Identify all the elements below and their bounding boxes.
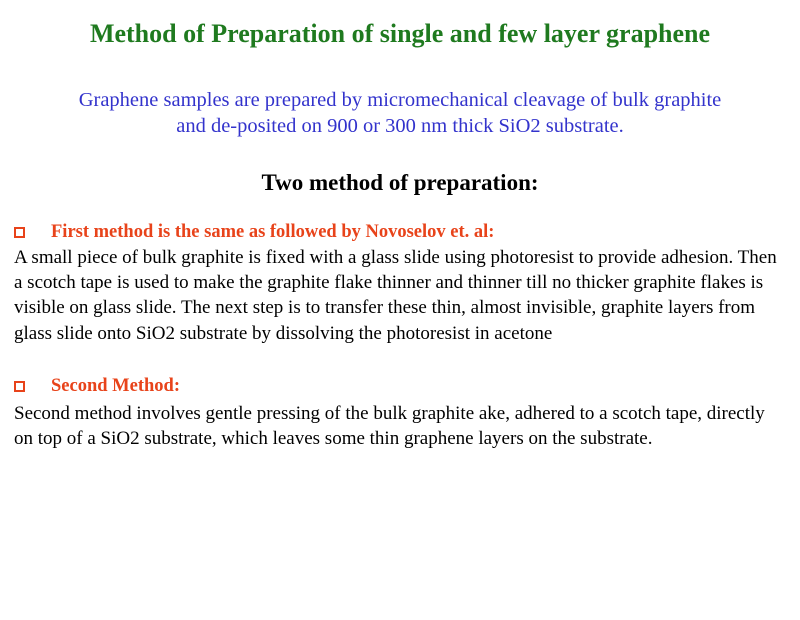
bullet-heading-second-label: Second Method: xyxy=(51,375,180,396)
section-first-method xyxy=(0,222,800,346)
square-bullet-icon xyxy=(14,227,25,238)
intro-line-2: and de-posited on 900 or 300 nm thick SiO2 substrate. xyxy=(176,115,624,138)
bullet-heading-second xyxy=(14,376,788,397)
bullet-heading-first-label: First method is the same as followed by Novoselov et. al: xyxy=(51,221,495,242)
bullet-heading-first xyxy=(14,222,788,243)
intro-line-1: Graphene samples are prepared by micromechanical cleavage of bulk graphite xyxy=(78,88,722,111)
section-subtitle: Two method of preparation: xyxy=(261,169,539,195)
body-text-first: A small piece of bulk graphite is fixed with a glass slide using photoresist to provide adhesion. Then a scotch tape is used to make the graphite flake thinner and thinner till no thicker graphite flakes is visible on glass slide. The next step is to transfer these thin, almost invisible, graphite layers from glass slide onto SiO2 substrate by dissolving the photoresist in acetone xyxy=(14,246,777,344)
intro-paragraph xyxy=(0,87,800,140)
section-second-method xyxy=(0,376,800,452)
square-bullet-icon xyxy=(14,381,25,392)
page-title: Method of Preparation of single and few layer graphene xyxy=(89,19,711,48)
body-text-second: Second method involves gentle pressing of the bulk graphite ake, adhered to a scotch tape, directly on top of a SiO2 substrate, which leaves some thin graphene layers on the substrate. xyxy=(14,402,765,450)
slide-canvas xyxy=(0,20,800,620)
